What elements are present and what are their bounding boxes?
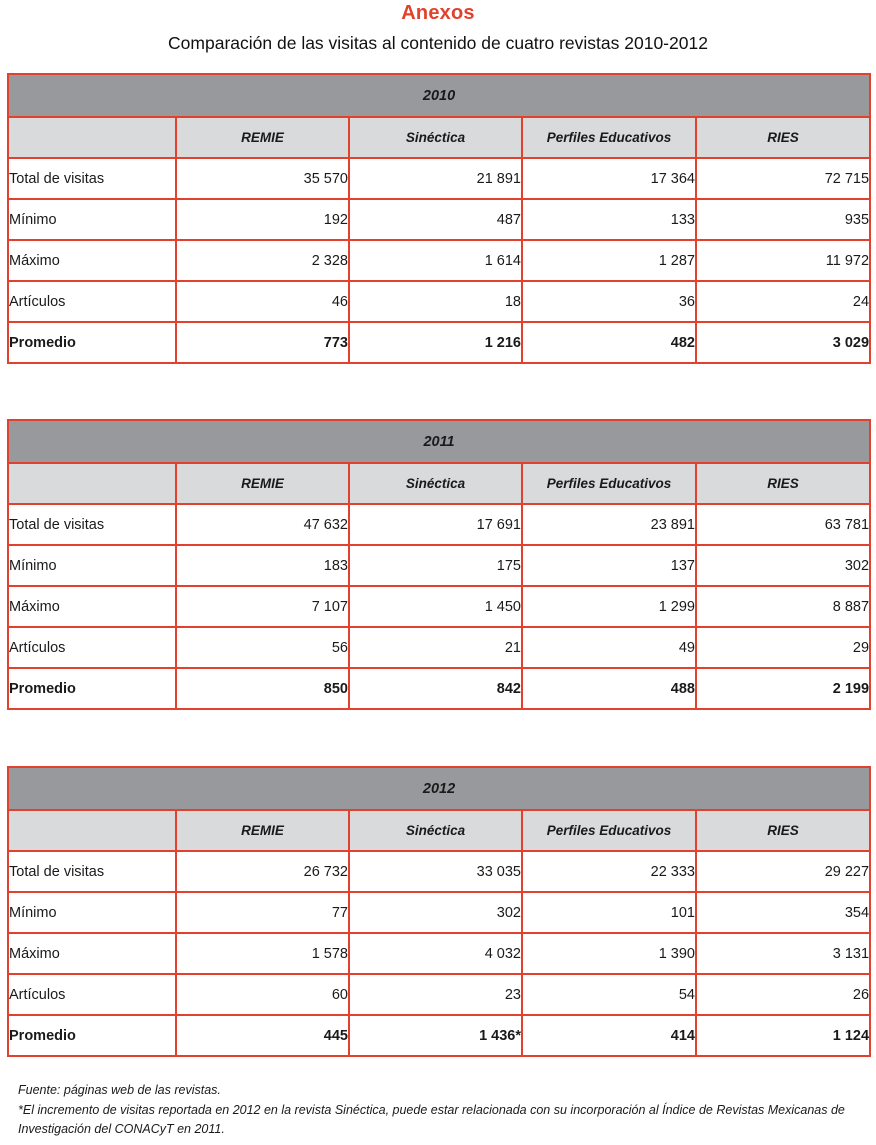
row-label: Mínimo bbox=[8, 545, 176, 586]
cell-value: 77 bbox=[176, 892, 349, 933]
column-header: REMIE bbox=[176, 463, 349, 504]
table-row bbox=[8, 851, 870, 892]
cell-value: 56 bbox=[176, 627, 349, 668]
cell-value: 773 bbox=[176, 322, 349, 363]
table-row bbox=[8, 974, 870, 1015]
table-row bbox=[8, 892, 870, 933]
cell-value: 4 032 bbox=[349, 933, 522, 974]
row-label: Total de visitas bbox=[8, 504, 176, 545]
table-row bbox=[8, 281, 870, 322]
page-title: Anexos bbox=[401, 2, 475, 24]
column-headers bbox=[8, 810, 870, 851]
cell-value: 488 bbox=[522, 668, 696, 709]
cell-value: 47 632 bbox=[176, 504, 349, 545]
year-header: 2012 bbox=[8, 767, 870, 810]
cell-value: 49 bbox=[522, 627, 696, 668]
cell-value: 137 bbox=[522, 545, 696, 586]
column-header: Sinéctica bbox=[349, 810, 522, 851]
cell-value: 414 bbox=[522, 1015, 696, 1056]
cell-value: 26 732 bbox=[176, 851, 349, 892]
cell-value: 33 035 bbox=[349, 851, 522, 892]
cell-value: 1 614 bbox=[349, 240, 522, 281]
table-row bbox=[8, 586, 870, 627]
source-note: Fuente: páginas web de las revistas. bbox=[18, 1083, 221, 1097]
year-header: 2010 bbox=[8, 74, 870, 117]
table-row bbox=[8, 240, 870, 281]
cell-value: 302 bbox=[349, 892, 522, 933]
cell-value: 23 bbox=[349, 974, 522, 1015]
cell-value: 1 124 bbox=[696, 1015, 870, 1056]
cell-value: 1 216 bbox=[349, 322, 522, 363]
row-label: Artículos bbox=[8, 281, 176, 322]
column-header: Perfiles Educativos bbox=[522, 810, 696, 851]
cell-value: 302 bbox=[696, 545, 870, 586]
cell-value: 17 364 bbox=[522, 158, 696, 199]
cell-value: 482 bbox=[522, 322, 696, 363]
cell-value: 63 781 bbox=[696, 504, 870, 545]
table-row-average bbox=[8, 668, 870, 709]
row-label: Artículos bbox=[8, 627, 176, 668]
cell-value: 487 bbox=[349, 199, 522, 240]
table-2010 bbox=[7, 73, 871, 364]
cell-value: 7 107 bbox=[176, 586, 349, 627]
table-row bbox=[8, 933, 870, 974]
cell-value: 72 715 bbox=[696, 158, 870, 199]
cell-value: 842 bbox=[349, 668, 522, 709]
table-row bbox=[8, 545, 870, 586]
empty-header-cell bbox=[8, 810, 176, 851]
cell-value: 1 450 bbox=[349, 586, 522, 627]
cell-value: 192 bbox=[176, 199, 349, 240]
cell-value: 60 bbox=[176, 974, 349, 1015]
page-subtitle: Comparación de las visitas al contenido de cuatro revistas 2010-2012 bbox=[168, 33, 708, 53]
cell-value: 175 bbox=[349, 545, 522, 586]
row-label: Máximo bbox=[8, 586, 176, 627]
cell-value: 11 972 bbox=[696, 240, 870, 281]
table-row-average bbox=[8, 1015, 870, 1056]
cell-value: 21 bbox=[349, 627, 522, 668]
cell-value: 1 299 bbox=[522, 586, 696, 627]
column-header: REMIE bbox=[176, 810, 349, 851]
year-header: 2011 bbox=[8, 420, 870, 463]
cell-value: 29 227 bbox=[696, 851, 870, 892]
cell-value: 29 bbox=[696, 627, 870, 668]
table-row bbox=[8, 158, 870, 199]
row-label: Artículos bbox=[8, 974, 176, 1015]
cell-value: 21 891 bbox=[349, 158, 522, 199]
cell-value: 1 578 bbox=[176, 933, 349, 974]
cell-value: 3 131 bbox=[696, 933, 870, 974]
column-header: REMIE bbox=[176, 117, 349, 158]
cell-value: 935 bbox=[696, 199, 870, 240]
column-headers bbox=[8, 117, 870, 158]
table-2012 bbox=[7, 766, 871, 1057]
cell-value: 2 199 bbox=[696, 668, 870, 709]
cell-value: 101 bbox=[522, 892, 696, 933]
row-label: Máximo bbox=[8, 933, 176, 974]
cell-value: 23 891 bbox=[522, 504, 696, 545]
row-label: Promedio bbox=[8, 668, 176, 709]
cell-value: 36 bbox=[522, 281, 696, 322]
cell-value: 183 bbox=[176, 545, 349, 586]
column-headers bbox=[8, 463, 870, 504]
row-label: Promedio bbox=[8, 1015, 176, 1056]
cell-value: 1 287 bbox=[522, 240, 696, 281]
cell-value: 2 328 bbox=[176, 240, 349, 281]
column-header: Perfiles Educativos bbox=[522, 463, 696, 504]
column-header: Sinéctica bbox=[349, 117, 522, 158]
row-label: Promedio bbox=[8, 322, 176, 363]
table-row bbox=[8, 199, 870, 240]
cell-value: 850 bbox=[176, 668, 349, 709]
table-row bbox=[8, 627, 870, 668]
row-label: Total de visitas bbox=[8, 851, 176, 892]
cell-value: 46 bbox=[176, 281, 349, 322]
cell-value: 17 691 bbox=[349, 504, 522, 545]
footnotes bbox=[18, 1081, 858, 1140]
table-row bbox=[8, 504, 870, 545]
row-label: Total de visitas bbox=[8, 158, 176, 199]
cell-value: 26 bbox=[696, 974, 870, 1015]
table-row-average bbox=[8, 322, 870, 363]
column-header: Sinéctica bbox=[349, 463, 522, 504]
cell-value: 1 390 bbox=[522, 933, 696, 974]
footnote-text: *El incremento de visitas reportada en 2012 en la revista Sinéctica, puede estar relacionada con su incorporación al Índice de Revistas Mexicanas de Investigación del CONACyT en 2011. bbox=[18, 1102, 845, 1136]
empty-header-cell bbox=[8, 117, 176, 158]
cell-value: 445 bbox=[176, 1015, 349, 1056]
cell-value: 54 bbox=[522, 974, 696, 1015]
cell-value: 354 bbox=[696, 892, 870, 933]
cell-value: 3 029 bbox=[696, 322, 870, 363]
column-header: RIES bbox=[696, 810, 870, 851]
cell-value: 133 bbox=[522, 199, 696, 240]
row-label: Mínimo bbox=[8, 892, 176, 933]
row-label: Mínimo bbox=[8, 199, 176, 240]
column-header: RIES bbox=[696, 117, 870, 158]
cell-value: 24 bbox=[696, 281, 870, 322]
cell-value: 18 bbox=[349, 281, 522, 322]
cell-value: 8 887 bbox=[696, 586, 870, 627]
row-label: Máximo bbox=[8, 240, 176, 281]
table-2011 bbox=[7, 419, 871, 710]
column-header: RIES bbox=[696, 463, 870, 504]
cell-value: 22 333 bbox=[522, 851, 696, 892]
cell-value: 35 570 bbox=[176, 158, 349, 199]
cell-value: 1 436* bbox=[349, 1015, 522, 1056]
empty-header-cell bbox=[8, 463, 176, 504]
column-header: Perfiles Educativos bbox=[522, 117, 696, 158]
